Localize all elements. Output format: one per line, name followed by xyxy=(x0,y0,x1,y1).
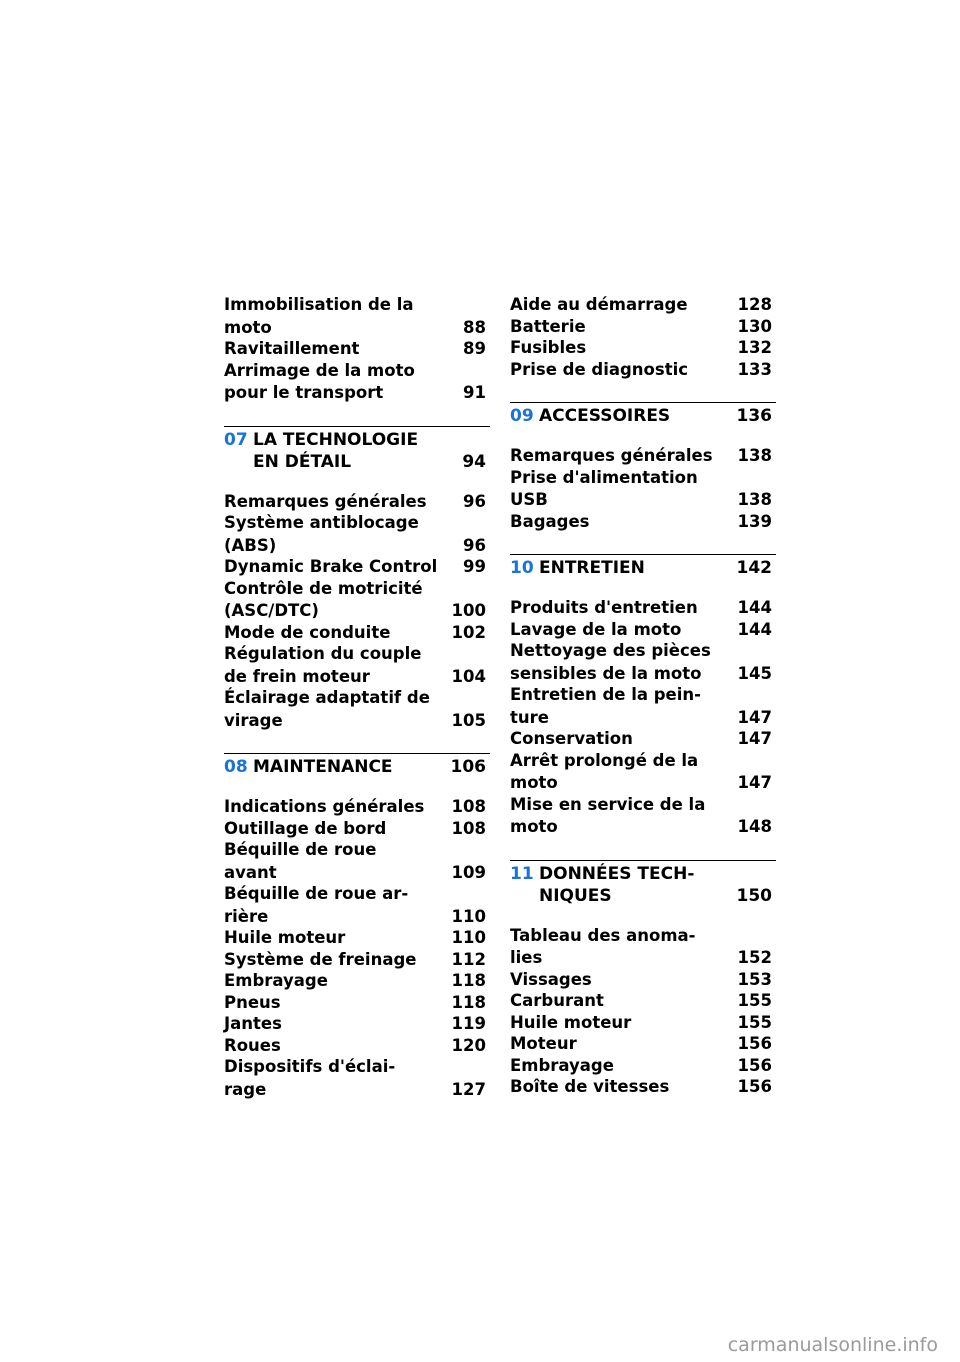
entry-title-line: Carburant xyxy=(510,991,604,1010)
entry-title-line: (ABS) xyxy=(224,535,277,555)
toc-entry[interactable] xyxy=(510,750,776,794)
toc-entry[interactable] xyxy=(224,622,490,644)
toc-right-column xyxy=(510,294,776,1098)
page-number: 100 xyxy=(451,601,486,620)
page-number: 145 xyxy=(737,663,772,683)
entry-title-line: Embrayage xyxy=(510,1055,614,1075)
page-number: 155 xyxy=(737,1012,772,1032)
toc-entry[interactable] xyxy=(510,1055,776,1077)
page-number: 110 xyxy=(451,906,486,926)
toc-entry[interactable] xyxy=(510,467,776,511)
page-number: 108 xyxy=(451,797,486,816)
entry-title-line: rage xyxy=(224,1079,267,1099)
page-number: 108 xyxy=(451,818,486,838)
entry-title xyxy=(510,640,776,684)
page-number: 91 xyxy=(463,383,486,402)
entry-title xyxy=(224,687,490,731)
entry-title-line: de frein moteur xyxy=(224,666,370,686)
entry-title-line: (ASC/DTC) xyxy=(224,601,319,620)
watermark: carmanualsonline.info xyxy=(727,1334,938,1356)
entry-title xyxy=(224,927,490,949)
page-number: 96 xyxy=(463,491,486,511)
page-number: 144 xyxy=(737,619,772,639)
page-number: 127 xyxy=(451,1079,486,1099)
toc-entry[interactable] xyxy=(224,839,490,883)
toc-entry[interactable] xyxy=(224,949,490,971)
page-number: 156 xyxy=(737,1034,772,1053)
page-number: 109 xyxy=(451,862,486,882)
entry-title-line: Immobilisation de la xyxy=(224,295,414,314)
entry-title-line: Pneus xyxy=(224,992,281,1012)
entry-title-line: Entretien de la pein- xyxy=(510,685,701,704)
page-number: 88 xyxy=(463,317,486,337)
entry-title-line: Indications générales xyxy=(224,797,425,816)
chapter-title-line: NIQUES xyxy=(539,885,612,906)
page-number: 155 xyxy=(737,991,772,1010)
entry-title-line: moto xyxy=(510,773,558,792)
page-number: 104 xyxy=(451,666,486,686)
toc-entry[interactable] xyxy=(224,294,490,338)
entry-title xyxy=(224,883,490,927)
entry-title xyxy=(224,839,490,883)
entry-title xyxy=(224,556,490,578)
entry-title-line: Mise en service de la xyxy=(510,794,706,814)
entry-title-line: Béquille de roue xyxy=(224,840,377,859)
toc-chapter-07[interactable] xyxy=(224,426,490,473)
entry-title-line: ture xyxy=(510,707,549,727)
page-number: 156 xyxy=(737,1077,772,1096)
entry-title-line: Contrôle de motricité xyxy=(224,578,423,598)
chapter-title-line: ACCESSOIRES xyxy=(539,406,671,426)
toc-entry[interactable] xyxy=(224,1056,490,1100)
toc-entry[interactable] xyxy=(510,316,776,338)
entry-title xyxy=(510,467,776,511)
page-number: 112 xyxy=(451,949,486,969)
entry-title xyxy=(510,728,776,750)
page-number: 147 xyxy=(737,707,772,727)
entry-title-line: Tableau des anoma- xyxy=(510,925,696,945)
toc-entry[interactable] xyxy=(224,360,490,404)
page-number: 99 xyxy=(463,557,486,576)
entry-title-line: Batterie xyxy=(510,316,586,336)
page-number: 147 xyxy=(737,729,772,748)
entry-title-line: virage xyxy=(224,710,283,730)
entry-title-line: Embrayage xyxy=(224,971,328,990)
entry-title xyxy=(224,360,490,404)
entry-title xyxy=(510,511,776,533)
toc-entry[interactable] xyxy=(510,337,776,359)
page-number: 110 xyxy=(451,928,486,947)
entry-title-line: Régulation du couple xyxy=(224,644,422,663)
page-number: 156 xyxy=(737,1055,772,1075)
entry-title xyxy=(510,316,776,338)
page-number: 89 xyxy=(463,339,486,358)
entry-title-line: moto xyxy=(224,317,272,337)
entry-title-line: Huile moteur xyxy=(224,928,346,947)
entry-title-line: pour le transport xyxy=(224,383,384,402)
entry-title xyxy=(510,359,776,381)
entry-title-line: Prise de diagnostic xyxy=(510,359,689,379)
entry-title xyxy=(510,294,776,316)
entry-title xyxy=(510,1033,776,1055)
chapter-title-line: DONNÉES TECH- xyxy=(539,863,695,884)
entry-title-line: Arrêt prolongé de la xyxy=(510,750,699,770)
toc-entry[interactable] xyxy=(224,883,490,927)
page-number: 130 xyxy=(737,316,772,336)
entry-title xyxy=(224,1035,490,1057)
entry-title-line: Dynamic Brake Control xyxy=(224,557,438,576)
toc-chapter-11[interactable] xyxy=(510,860,776,907)
entry-title xyxy=(510,1076,776,1098)
entry-title xyxy=(510,684,776,728)
entry-title-line: moto xyxy=(510,817,558,836)
entry-title-line: Ravitaillement xyxy=(224,339,360,358)
entry-title xyxy=(224,1013,490,1035)
toc-entry[interactable] xyxy=(224,970,490,992)
toc-left-column xyxy=(224,294,490,1100)
entry-title xyxy=(224,491,490,513)
toc-entry[interactable] xyxy=(510,640,776,684)
entry-title xyxy=(510,337,776,359)
entry-title-line: USB xyxy=(510,490,548,509)
toc-entry[interactable] xyxy=(224,556,490,578)
toc-entry[interactable] xyxy=(510,728,776,750)
entry-title xyxy=(510,969,776,991)
toc-entry[interactable] xyxy=(224,491,490,513)
entry-title-line: Éclairage adaptatif de xyxy=(224,688,430,707)
entry-title xyxy=(510,445,776,467)
toc-entry[interactable] xyxy=(224,512,490,556)
page-number: 94 xyxy=(462,451,486,472)
entry-title xyxy=(510,619,776,641)
toc-entry[interactable] xyxy=(510,684,776,728)
page-number: 132 xyxy=(737,338,772,357)
toc-entry[interactable] xyxy=(510,1012,776,1034)
entry-title xyxy=(510,597,776,619)
entry-title xyxy=(224,970,490,992)
page-number: 148 xyxy=(737,817,772,836)
toc-entry[interactable] xyxy=(510,597,776,619)
toc-entry[interactable] xyxy=(224,796,490,818)
entry-title-line: Système antiblocage xyxy=(224,513,419,532)
entry-title xyxy=(510,925,776,969)
chapter-title-line: EN DÉTAIL xyxy=(253,451,352,472)
page-number: 152 xyxy=(737,948,772,967)
entry-title-line: Nettoyage des pièces xyxy=(510,641,711,660)
entry-title-line: Conservation xyxy=(510,729,633,748)
entry-title xyxy=(224,949,490,971)
page-number: 139 xyxy=(737,511,772,531)
page-number: 138 xyxy=(737,490,772,509)
toc-entry[interactable] xyxy=(510,445,776,467)
page-number: 106 xyxy=(450,757,486,777)
toc-entry[interactable] xyxy=(510,359,776,381)
entry-title-line: Roues xyxy=(224,1035,281,1055)
toc-entry[interactable] xyxy=(510,925,776,969)
toc-entry[interactable] xyxy=(224,643,490,687)
toc-entry[interactable] xyxy=(224,992,490,1014)
entry-title-line: Lavage de la moto xyxy=(510,619,682,639)
chapter-number: 11 xyxy=(510,863,534,884)
entry-title-line: avant xyxy=(224,862,277,882)
entry-title xyxy=(510,1055,776,1077)
chapter-number: 09 xyxy=(510,406,534,426)
entry-title xyxy=(510,1012,776,1034)
toc-entry[interactable] xyxy=(510,990,776,1012)
toc-entry[interactable] xyxy=(224,1035,490,1057)
page-number: 133 xyxy=(737,359,772,379)
page-number: 150 xyxy=(736,885,772,906)
chapter-title-line: LA TECHNOLOGIE xyxy=(253,429,419,450)
entry-title-line: Bagages xyxy=(510,511,590,531)
entry-title xyxy=(224,578,490,622)
entry-title-line: Aide au démarrage xyxy=(510,295,688,314)
toc-entry[interactable] xyxy=(510,294,776,316)
page-number: 138 xyxy=(737,446,772,465)
toc-entry[interactable] xyxy=(510,794,776,838)
page-number: 119 xyxy=(451,1014,486,1033)
entry-title-line: Outillage de bord xyxy=(224,818,387,838)
toc-entry[interactable] xyxy=(224,578,490,622)
page-number: 128 xyxy=(737,295,772,314)
toc-entry[interactable] xyxy=(510,1033,776,1055)
entry-title-line: rière xyxy=(224,906,269,926)
toc-entry[interactable] xyxy=(224,818,490,840)
page-number: 144 xyxy=(737,598,772,617)
toc-chapter-10[interactable] xyxy=(510,554,776,579)
page-number: 153 xyxy=(737,969,772,989)
page-number: 96 xyxy=(463,535,486,555)
entry-title-line: sensibles de la moto xyxy=(510,663,702,683)
toc-entry[interactable] xyxy=(510,1076,776,1098)
entry-title xyxy=(224,338,490,360)
page-number: 118 xyxy=(451,971,486,990)
entry-title-line: Remarques générales xyxy=(510,446,713,465)
entry-title-line: Jantes xyxy=(224,1014,282,1033)
entry-title-line: Moteur xyxy=(510,1034,577,1053)
entry-title xyxy=(224,992,490,1014)
entry-title xyxy=(224,512,490,556)
page-number: 120 xyxy=(451,1035,486,1055)
entry-title xyxy=(510,794,776,838)
entry-title xyxy=(224,1056,490,1100)
entry-title-line: Mode de conduite xyxy=(224,622,391,642)
entry-title-line: Boîte de vitesses xyxy=(510,1077,670,1096)
entry-title-line: Système de freinage xyxy=(224,949,417,969)
toc-entry[interactable] xyxy=(510,619,776,641)
page-number: 105 xyxy=(451,710,486,730)
entry-title xyxy=(224,294,490,338)
entry-title-line: Produits d'entretien xyxy=(510,598,698,617)
entry-title-line: Dispositifs d'éclai- xyxy=(224,1057,396,1076)
toc-entry[interactable] xyxy=(224,927,490,949)
chapter-number: 10 xyxy=(510,558,534,578)
entry-title-line: Remarques générales xyxy=(224,491,427,511)
entry-title xyxy=(224,796,490,818)
entry-title-line: Huile moteur xyxy=(510,1012,632,1032)
page-number: 147 xyxy=(737,773,772,792)
toc-entry[interactable] xyxy=(224,1013,490,1035)
toc-entry[interactable] xyxy=(510,511,776,533)
toc-entry[interactable] xyxy=(224,687,490,731)
entry-title-line: Béquille de roue ar- xyxy=(224,884,409,903)
chapter-number: 08 xyxy=(224,757,248,777)
chapter-title-line: MAINTENANCE xyxy=(253,757,393,777)
page-number: 142 xyxy=(736,558,772,578)
entry-title-line: Arrimage de la moto xyxy=(224,360,415,380)
page-number: 118 xyxy=(451,992,486,1012)
entry-title-line: Prise d'alimentation xyxy=(510,467,698,487)
chapter-title-line: ENTRETIEN xyxy=(539,558,645,578)
entry-title xyxy=(510,750,776,794)
chapter-title xyxy=(224,429,490,473)
entry-title xyxy=(224,818,490,840)
entry-title xyxy=(224,622,490,644)
entry-title xyxy=(224,643,490,687)
toc-entry[interactable] xyxy=(510,969,776,991)
page-number: 102 xyxy=(451,622,486,642)
toc-chapter-08[interactable] xyxy=(224,753,490,778)
entry-title-line: lies xyxy=(510,948,543,967)
page-number: 136 xyxy=(736,406,772,426)
toc-entry[interactable] xyxy=(224,338,490,360)
chapter-number: 07 xyxy=(224,429,248,450)
entry-title-line: Vissages xyxy=(510,969,592,989)
entry-title xyxy=(510,990,776,1012)
entry-title-line: Fusibles xyxy=(510,338,587,357)
toc-chapter-09[interactable] xyxy=(510,402,776,427)
